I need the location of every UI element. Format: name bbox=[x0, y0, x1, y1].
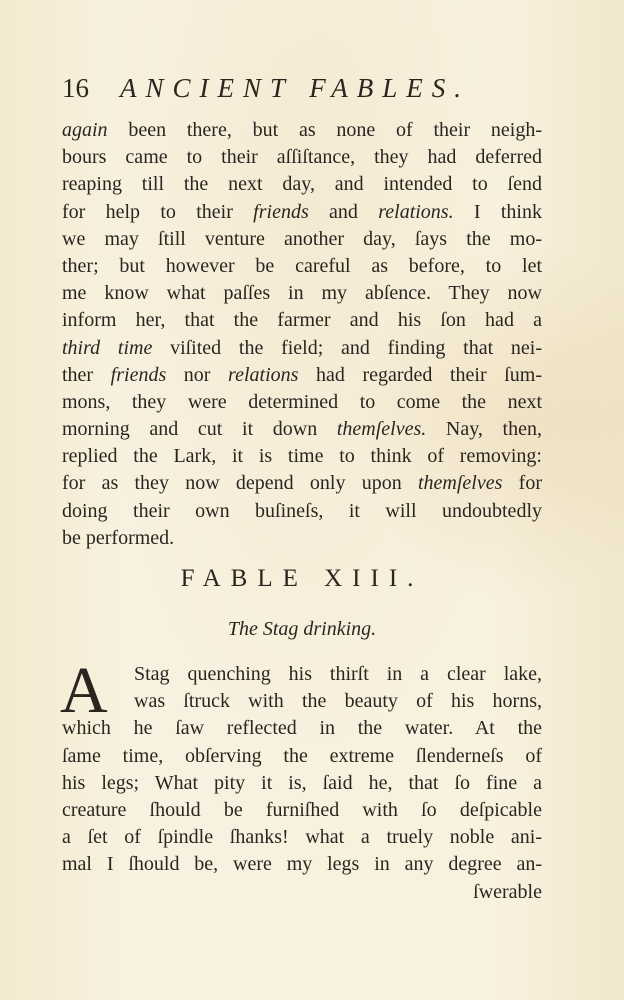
text-line bbox=[62, 226, 542, 253]
text-segment: be performed. bbox=[62, 526, 175, 549]
text-line: creature ſhould be furniſhed with ſo deſpicable bbox=[62, 798, 542, 821]
fable-text bbox=[62, 661, 542, 906]
text-segment: had regarded their ſum- bbox=[298, 363, 542, 386]
text-segment: me know what paſſes in my abſence. They now bbox=[62, 282, 542, 305]
text-segment: I think bbox=[453, 200, 542, 223]
text-line: was ſtruck with the beauty of his horns, bbox=[134, 690, 542, 713]
text-segment: we may ſtill venture another day, ſays the mo- bbox=[62, 227, 542, 250]
text-line bbox=[62, 389, 542, 416]
text-line bbox=[62, 335, 542, 362]
text-segment: morning and cut it down bbox=[62, 418, 337, 441]
text-line bbox=[62, 171, 542, 198]
text-line bbox=[62, 144, 542, 171]
italic-text: friends bbox=[253, 200, 309, 223]
text-segment: Nay, then, bbox=[426, 418, 542, 441]
text-line bbox=[62, 199, 542, 226]
text-line bbox=[62, 117, 542, 144]
text-line: mal I ſhould be, were my legs in any degree an- bbox=[62, 853, 542, 876]
text-line bbox=[62, 416, 542, 443]
italic-text: themſelves bbox=[418, 472, 503, 495]
text-segment: doing their own buſineſs, it will undoubtedly bbox=[62, 499, 542, 522]
running-title: ANCIENT FABLES. bbox=[120, 73, 471, 103]
text-line: ſame time, obſerving the extreme ſlenderneſs of bbox=[62, 744, 542, 767]
text-segment: nor bbox=[166, 363, 229, 386]
text-segment: inform her, that the farmer and his ſon had a bbox=[62, 309, 542, 332]
drop-capital: A bbox=[60, 654, 108, 727]
fable-subtitle: The Stag drinking. bbox=[227, 618, 377, 640]
text-line bbox=[62, 498, 542, 525]
italic-text: relations bbox=[228, 363, 299, 386]
text-segment: and bbox=[308, 200, 379, 223]
italic-text: themſelves. bbox=[336, 418, 427, 441]
text-segment: bours came to their aſſiſtance, they had deferred bbox=[62, 146, 542, 169]
text-segment: viſited the field; and finding that nei- bbox=[152, 336, 542, 359]
fable-heading: FABLE XIII. bbox=[180, 565, 424, 592]
text-segment: mons, they were determined to come the next bbox=[62, 390, 542, 413]
text-segment: been there, but as none of their neigh- bbox=[107, 119, 542, 141]
italic-text: relations. bbox=[378, 200, 454, 223]
italic-text: again bbox=[62, 119, 108, 141]
italic-text: third time bbox=[62, 336, 153, 359]
text-line: which he ſaw reflected in the water. At the bbox=[62, 717, 542, 740]
text-line bbox=[62, 280, 542, 307]
text-line: his legs; What pity it is, ſaid he, that ſo fine a bbox=[62, 771, 542, 794]
text-line bbox=[62, 443, 542, 470]
text-line bbox=[62, 307, 542, 334]
text-segment: for bbox=[502, 472, 542, 495]
text-segment: ther; but however be careful as before, to let bbox=[62, 254, 542, 277]
text-segment: for as they now depend only upon bbox=[62, 472, 418, 495]
text-line bbox=[62, 362, 542, 389]
text-segment: ther bbox=[62, 363, 111, 386]
italic-text: friends bbox=[110, 363, 167, 386]
page-number: 16 bbox=[62, 73, 89, 103]
text-segment: for help to their bbox=[62, 200, 254, 223]
text-line: Stag quenching his thirſt in a clear lake, bbox=[134, 663, 542, 685]
text-line: a ſet of ſpindle ſhanks! what a truely noble ani- bbox=[62, 826, 542, 849]
text-segment: replied the Lark, it is time to think of removing: bbox=[62, 445, 542, 468]
text-line bbox=[62, 470, 542, 497]
text-line bbox=[62, 253, 542, 280]
preceding-fable-text bbox=[62, 117, 542, 552]
text-segment: reaping till the next day, and intended to ſend bbox=[62, 173, 542, 196]
catchword: ſwerable bbox=[473, 880, 542, 903]
text-line bbox=[62, 525, 542, 552]
